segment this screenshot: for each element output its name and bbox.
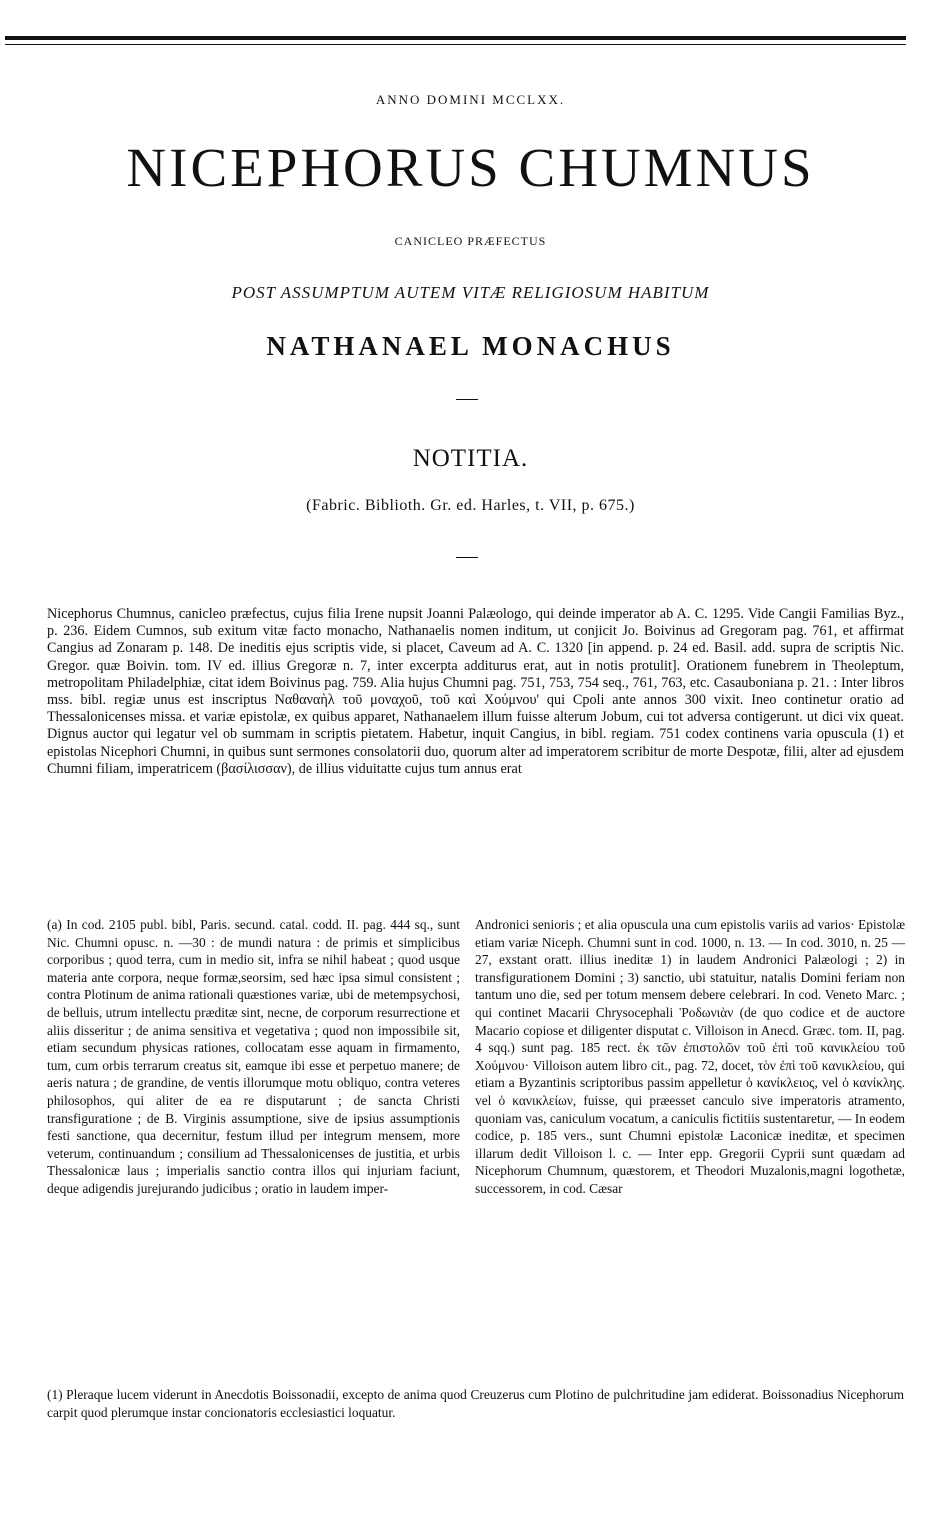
office-subtitle: CANICLEO PRÆFECTUS bbox=[394, 234, 547, 248]
top-rule-thin bbox=[5, 44, 906, 45]
monk-name: NATHANAEL MONACHUS bbox=[266, 331, 675, 361]
separator-dash bbox=[456, 399, 478, 400]
habit-subtitle: POST ASSUMPTUM AUTEM VITÆ RELIGIOSUM HABITUM bbox=[231, 283, 710, 302]
note-column-right: Andronici senioris ; et alia opuscula una cum epistolis variis ad varios· Epistolæ etiam variæ Niceph. Chumni sunt in cod. 1000, n. 13. — In cod. 3010, n. 25 — 27, exstant oratt. illius ineditæ 1) in laudem Andronici Palæologi ; 2) in transfigurationem Domini ; 3) sanctio, ubi statuitur, natalis Domini feriam non tantum uno die, sed per totum mensem debere celebrari. In cod. Veneto Marc. ; qui continet Macarii Chrysocephali Ῥοδωνιὰν (de quo codice et de auctore Macario copiose et diligenter disputat c. Villoison in Anecd. Græc. tom. II, pag. 4 sqq.) sunt pag. 185 rect. ἐκ τῶν ἐπιστολῶν τοῦ ἐπὶ τοῦ κανικλείου τοῦ Χούμνου· Villoison autem libro cit., pag. 72, docet, τὸν ἐπὶ τοῦ κανικλείου, qui etiam a Byzantinis scriptoribus passim appelletur ὁ κανίκλειος, vel ὁ κανίκλης. vel ὁ κανικλείων, fuisse, qui præesset canculo sive imperatoris atramento, quoniam vas, caniculum vocatum, a caniculis fictitiis sustentaretur, — In eodem codice, p. 185 vers., sunt Chumni epistolæ Laconicæ ineditæ, et specimen illarum dedit Villoison l. c. — Inter epp. Gregorii Cyprii sunt quædam ad Nicephorum Chumnum, quæstorem, et Theodori Muzalonis,magni logothetæ, successorem, in cod. Cæsar bbox=[475, 917, 905, 1196]
source-citation: (Fabric. Biblioth. Gr. ed. Harles, t. VII, p. 675.) bbox=[306, 497, 635, 514]
separator-dash bbox=[456, 557, 478, 558]
anno-domini: ANNO DOMINI MCCLXX. bbox=[375, 92, 566, 107]
footnote: (1) Pleraque lucem viderunt in Anecdotis Boissonadii, excepto de anima quod Creuzerus cum Plotino de pulchritudine jam ediderat. Boissonadius Nicephorum carpit quod plerumque instar concionatoris ecclesiastici loquatur. bbox=[47, 1387, 904, 1420]
intro-paragraph: Nicephorus Chumnus, canicleo præfectus, cujus filia Irene nupsit Joanni Palæologo, qui deinde imperator ab A. C. 1295. Vide Cangii Familias Byz., p. 236. Eidem Cumnos, sub exitum vitæ facto monacho, Nathanaelis nomen inditum, ut conjicit Jo. Boivinus ad Gregoram pag. 761, et affirmat Cangius ad Zonaram p. 148. De ineditis ejus scriptis vide, si placet, Caveum ad A. C. 1320 [in append. p. 24 ed. Basil. add. supra de scriptis Nic. Gregor. quæ Boivin. tom. IV ed. illius Gregoræ n. 7, inter excerpta additurus erat, aut in notis protulit]. Orationem funebrem in Theoleptum, metropolitam Philadelphiæ, citat idem Boivinus pag. 759. Alia hujus Chumni pag. 751, 753, 754 seq., 761, 763, etc. Casauboniana p. 21. : Inter libros mss. bibl. regiæ unus est inscriptus Ναθαναὴλ τοῦ μοναχοῦ, τοῦ καὶ Χούμνου' qui Cpoli ante annos 300 vixit. Ineo continetur oratio ad Thessalonicenses missa. et variæ epistolæ, ex quibus apparet, Nathanaelem illum fuisse alterum Jobum, cui tot adversa contigerunt. ut dici vix queat. Dignus auctor qui legatur vel ob summam in scriptis pietatem. Habetur, inquit Cangius, in bibl. regiam. 751 codex continens varia opuscula (1) et epistolas Nicephori Chumni, in quibus sunt sermones consolatorii duo, quorum alter ad imperatorem scribitur de morte Despotæ, filii, alter ad ejusdem Chumni filiam, imperatricem (βασίλισσαν), de illius viduitatte cujus tum annus erat bbox=[47, 606, 904, 777]
note-column-left: (a) In cod. 2105 publ. bibl, Paris. secund. catal. codd. II. pag. 444 sq., sunt Nic. Chumni opusc. n. —30 : de mundi natura : de primis et simplicibus corporibus ; quod terra, cum in medio sit, infra se nihil habeat ; quod usque materia ante corpora, neque formæ,seorsim, sed hæc ipsa simul consistent ; contra Plotinum de anima rationali quæstiones variæ, ubi de metempsychosi, de belluis, utrum intellectu præditæ sint, necne, de corporum resurrectione et aliis disseritur ; de anima sensitiva et vegetativa ; quod non impossibile sit, etiam secundum physicas rationes, collocatam esse aquam in firmamento, tum, cum orbis terrarum creatus sit, eamque ibi esse et perpetuo manere; de aeris natura ; de grandine, de ventis illorumque motu obliquo, contra veteres philosophos, qui aliter de ea re disputarunt ; de sancta Christi transfiguratione ; de B. Virginis assumptione, sive de ipsius assumptionis festi sanctione, qua decernitur, festum illud per integrum mensem, more veterum, continuandum ; consilium ad Thessalonicenses de justitia, et urbis Thessalonicæ laus ; imperialis sanctio contra illos qui injuriam faciunt, deque adigendis jurejurando judicibus ; oratio in laudem imper- bbox=[47, 917, 460, 1196]
section-title: NOTITIA. bbox=[412, 445, 529, 472]
page-title: NICEPHORUS CHUMNUS bbox=[126, 137, 815, 198]
top-rule-thick bbox=[5, 36, 906, 40]
